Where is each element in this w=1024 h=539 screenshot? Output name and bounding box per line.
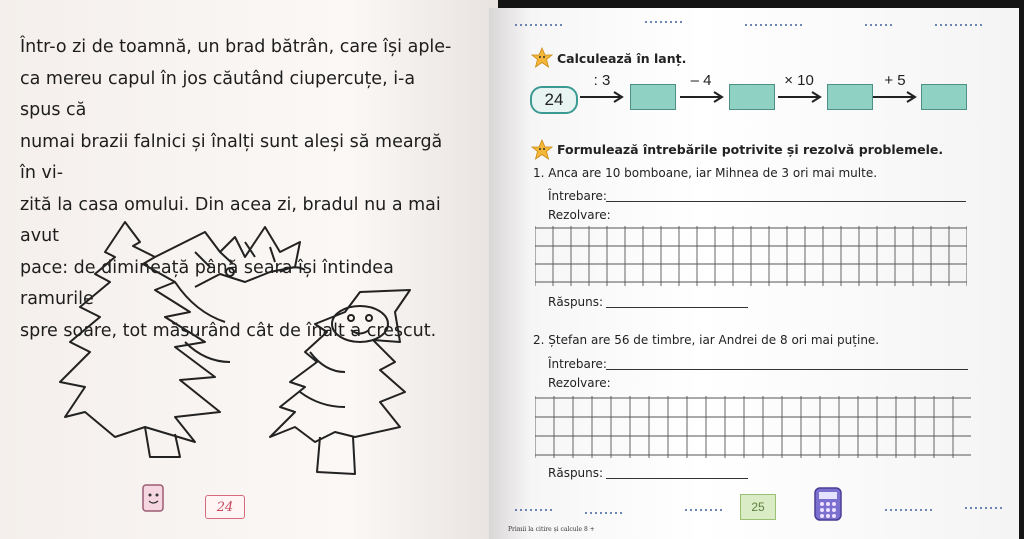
arrow-icon (580, 90, 626, 104)
story-line: zită la casa omului. Din acea zi, bradul nu a mai avut (20, 194, 441, 246)
story-line: Într-o zi de toamnă, un brad bătrân, care își aple- (20, 37, 452, 57)
answer-box[interactable] (630, 84, 676, 110)
chain-operation: – 4 (690, 72, 712, 89)
arrow-icon (873, 90, 919, 104)
question-line[interactable] (606, 369, 968, 370)
fir-tree-illustration (55, 212, 455, 494)
decorative-border-top (515, 20, 1015, 30)
solution-label: Rezolvare: (548, 376, 611, 390)
footer-text: Primii la citire și calcule 8 + (508, 526, 595, 533)
calculator-icon (814, 487, 842, 521)
arrow-icon (778, 90, 824, 104)
page-number-right: 25 (740, 494, 776, 520)
story-line: spre soare, tot măsurând cât de înalt a crescut. (20, 320, 437, 341)
answer-box[interactable] (827, 84, 873, 110)
story-line: ca mereu capul în jos căutând ciupercuțe, i-a spus că (20, 68, 416, 120)
question-label: Întrebare: (548, 189, 607, 203)
story-line: numai brazii falnici și înalți sunt aleși să meargă în vi- (20, 131, 443, 183)
question-line[interactable] (606, 201, 966, 202)
arrow-icon (680, 90, 726, 104)
answer-line[interactable] (606, 307, 748, 308)
story-line: pace: de dimineață până seara își întindea ramurile (20, 257, 394, 309)
scroll-icon (139, 481, 167, 517)
chain-operation: + 5 (884, 72, 906, 89)
star-icon (531, 47, 553, 69)
solution-grid[interactable] (535, 396, 971, 458)
answer-box[interactable] (921, 84, 967, 110)
answer-label: Răspuns: (548, 295, 604, 309)
chain-operation: : 3 (593, 72, 611, 89)
answer-box[interactable] (729, 84, 775, 110)
problems-title: Formulează întrebările potrivite și rezolvă problemele. (557, 142, 944, 157)
page-number-left: 24 (205, 495, 245, 519)
solution-label: Rezolvare: (548, 208, 611, 222)
question-label: Întrebare: (548, 357, 607, 371)
chain-operation: × 10 (784, 72, 814, 89)
chain-start-value: 24 (530, 86, 578, 114)
chain-title: Calculează în lanț. (557, 51, 687, 66)
problem-text: 2. Ștefan are 56 de timbre, iar Andrei de 8 ori mai puține. (533, 333, 880, 347)
solution-grid[interactable] (535, 226, 967, 286)
problem-text: 1. Anca are 10 bomboane, iar Mihnea de 3 ori mai multe. (533, 166, 878, 180)
answer-label: Răspuns: (548, 466, 604, 480)
left-page (0, 0, 498, 539)
star-icon (531, 139, 553, 161)
answer-line[interactable] (606, 478, 748, 479)
